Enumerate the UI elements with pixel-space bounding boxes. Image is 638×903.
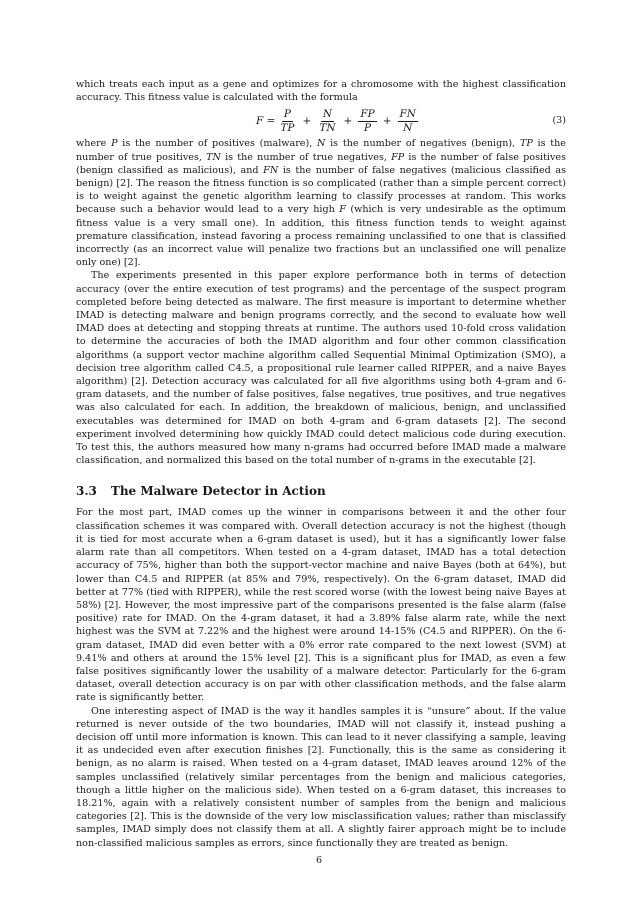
- section-number: 3.3: [76, 484, 97, 499]
- paragraph-fitness-intro: which treats each input as a gene and optimizes for a chromosome with the highest classification accuracy. This fitness value is calculated with the formula: [76, 79, 566, 104]
- denominator: TN: [319, 121, 336, 134]
- numerator: P: [283, 107, 291, 120]
- denominator: TP: [280, 121, 295, 134]
- denominator: N: [403, 121, 413, 134]
- numerator: N: [322, 107, 332, 120]
- fraction-fp-over-p: [358, 108, 376, 135]
- numerator: FN: [399, 107, 416, 120]
- paragraph-results: For the most part, IMAD comes up the winner in comparisons between it and the other four classification schemes it was compared with. Overall detection accuracy is not the highest (though it is tied for most accurate when a 6-gram dataset is used), but it has a significantly lower false alarm rate than all competitors. When tested on a 4-gram dataset, IMAD has a total detection accuracy of 75%, higher than both the support-vector machine and naive Bayes (both at 64%), but lower than C4.5 and RIPPER (at 85% and 79%, respectively). On the 6-gram dataset, IMAD did better at 77% (tied with RIPPER), while the rest scored worse (with the lowest being naive Bayes at 58%) [2]. However, the most impressive part of the comparisons presented is the false alarm (false positive) rate for IMAD. On the 4-gram dataset, it had a 3.89% false alarm rate, while the next highest was the SVM at 7.22% and the highest were around 14-15% (C4.5 and RIPPER). On the 6-gram dataset, IMAD did even better with a 0% error rate compared to the next lowest (SVM) at 9.41% and others at around the 15% level [2]. This is a significant plus for IMAD, as even a few false positives significantly lower the usability of a malware detector. Particularly for the 6-gram dataset, overall detection accuracy is on par with other classification methods, and the false alarm rate is significantly better.: [76, 507, 566, 704]
- fraction-n-over-tn: [317, 108, 337, 135]
- numerator: FP: [360, 107, 375, 120]
- page-body: [76, 78, 566, 850]
- page-number: 6: [315, 855, 323, 866]
- plus-operator: +: [382, 114, 392, 127]
- plus-operator: +: [343, 114, 353, 127]
- denominator: P: [363, 121, 372, 134]
- section-title: The Malware Detector in Action: [110, 484, 326, 499]
- equation-number: (3): [552, 115, 566, 127]
- paragraph-unclassified: One interesting aspect of IMAD is the way it handles samples it is “unsure” about. If the value returned is never outside of the two boundaries, IMAD will not classify it, instead pushing a decision off until more information is known. This can lead to it never classifying a sample, leaving it as undecided even after execution finishes [2]. Functionally, this is the same as considering it benign, as no alarm is raised. When tested on a 4-gram dataset, IMAD leaves around 12% of the samples unclassified (relatively similar percentages from the benign and malicious categories, though a little higher on the malicious side). When tested on a 6-gram dataset, this increases to 18.21%, again with a relatively consistent number of samples from the benign and malicious categories [2]. This is the downside of the very low misclassification values; rather than misclassify samples, IMAD simply does not classify them at all. A slightly fairer approach might be to include non-classified malicious samples as errors, since functionally they are treated as benign.: [76, 705, 566, 849]
- paragraph-variable-definitions: where P is the number of positives (malware), N is the number of negatives (benign), TP is the number of true positives, TN is the number of true negatives, FP is the number of false positives (benign classified as malicious), and FN is the number of false negatives (malicious classified as benign) [2]. The reason the fitness function is so complicated (rather than a simple percent correct) is to weight against the genetic algorithm learning to classify processes at random. This works because such a behavior would lead to a very high F (which is very undesirable as the optimum fitness value is a very small one). In addition, this fitness function tends to weight against premature classification, instead favoring a process remaining unclassified to one that is classified incorrectly (as an incorrect value will penalize two fractions but an unclassified one will penalize only one) [2].: [76, 138, 567, 269]
- equation-body: [256, 105, 421, 137]
- plus-operator: +: [302, 114, 312, 127]
- fraction-fn-over-n: [398, 108, 418, 135]
- paragraph-experiments: The experiments presented in this paper explore performance both in terms of detection accuracy (over the entire execution of test programs) and the percentage of the suspect program completed before being detected as malware. The first measure is important to determine whether IMAD is detecting malware and benign programs correctly, and the second to evaluate how well IMAD does at detecting and stopping threats at runtime. The authors used 10-fold cross validation to determine the accuracies of both the IMAD algorithm and four other common classification algorithms (a support vector machine algorithm called Sequential Minimal Optimization (SMO), a decision tree algorithm called C4.5, a propositional rule learner called RIPPER, and a naive Bayes algorithm) [2]. Detection accuracy was calculated for all five algorithms using both 4-gram and 6-gram datasets, and the number of false positives, false negatives, true positives, and true negatives was also calculated for each. In addition, the breakdown of malicious, benign, and unclassified executables was determined for IMAD on both 4-gram and 6-gram datasets [2]. The second experiment involved determining how quickly IMAD could detect malicious code during execution. To test this, the authors measured how many n-grams had occurred before IMAD made a malware classification, and normalized this based on the total number of n-grams in the executable [2].: [76, 270, 566, 467]
- equation-lhs: F =: [256, 114, 276, 127]
- equation-3: [76, 105, 566, 137]
- section-heading: [76, 483, 566, 499]
- fraction-p-over-tp: [278, 108, 296, 135]
